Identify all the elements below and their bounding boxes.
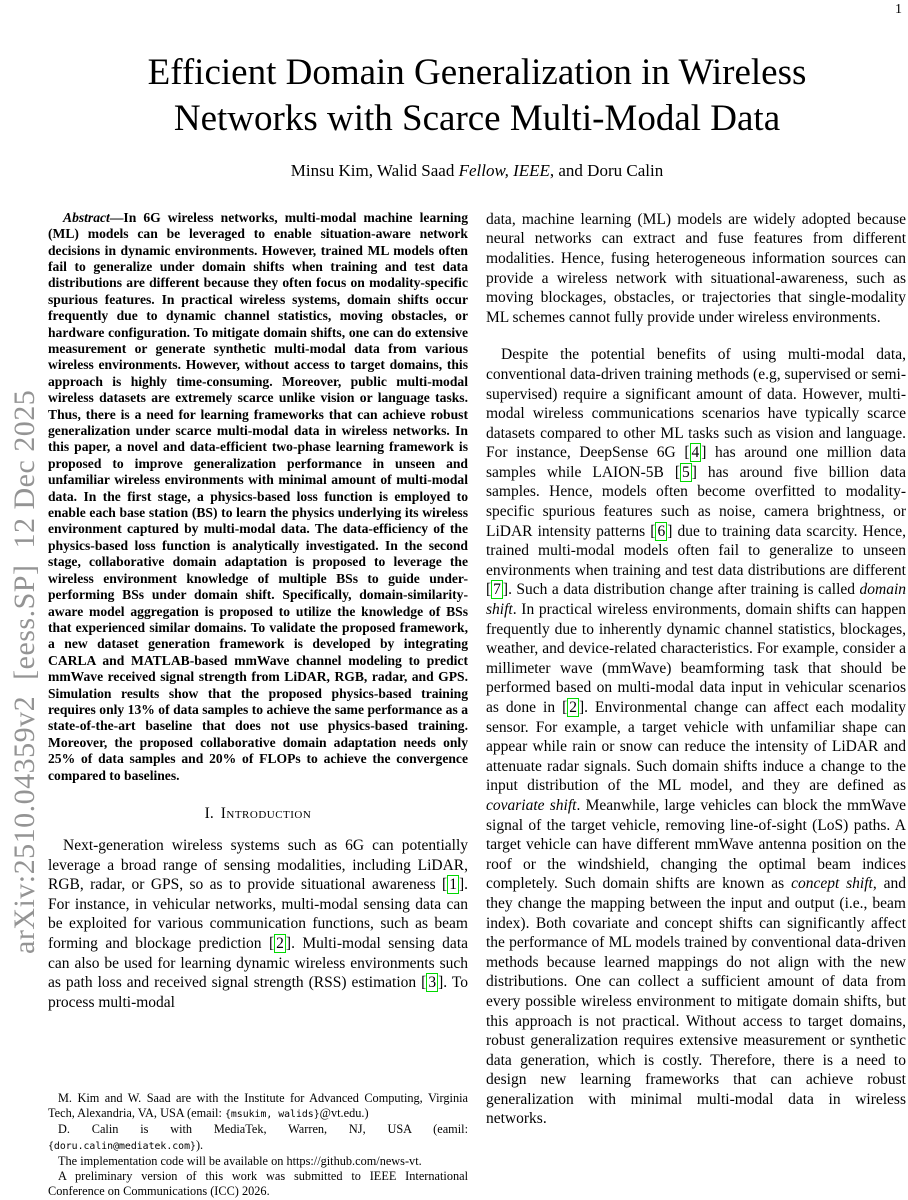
text-segment: , and Doru Calin xyxy=(549,160,664,180)
text-segment: D. Calin is with MediaTek, Warren, NJ, USA (eamil: xyxy=(58,1122,468,1137)
text-segment: Minsu Kim, Walid Saad xyxy=(290,160,459,180)
text-segment: A preliminary version of this work was submitted to IEEE International Conference on Communications (ICC) 2026. xyxy=(48,1169,468,1199)
text-segment: due to training data scarcity. Hence, trained multi-modal models often fail to generalize to unseen environments when training and test data distributions are different xyxy=(486,522,906,579)
text-segment: . In practical wireless environments, domain shifts can happen frequently due to inherently dynamic channel statistics, blockages, weather, and device-related characteristics. For example, consider a millimeter wave (mmWave) beamforming task that should be performed based on multi-modal data input in vehicular scenarios as done in xyxy=(486,601,906,716)
citation-ref-5[interactable]: 5 xyxy=(682,463,690,481)
left-column xyxy=(48,210,468,1200)
citation-ref-6[interactable]: 6 xyxy=(657,522,666,540)
text-segment: . Multi-modal sensing data can also be used for learning dynamic wireless environments such as path loss and received signal strength (RSS) estimation xyxy=(48,934,468,992)
two-column-body xyxy=(48,210,906,1200)
text-segment: {msukim, walids} xyxy=(224,1108,320,1120)
text-segment: . Meanwhile, large vehicles can block the mmWave signal of the target vehicle, removing line-of-sight (LoS) paths. A target vehicle can have different mmWave antenna position on the roof or the windshield, changing the optimal beam indices completely. Such domain shifts are known as xyxy=(486,796,906,893)
paper-content xyxy=(48,0,906,1200)
text-segment: M. Kim and W. Saad are with the Institute for Advanced Computing, Virginia Tech, Alexandria, VA, USA (email: xyxy=(48,1090,468,1120)
section-number: I. xyxy=(204,804,214,822)
intro-paragraph-1-continued xyxy=(486,210,906,328)
text-segment: . Environmental change can affect each modality sensor. For example, a target vehicle with unfamiliar shape can appear while rain or snow can reduce the intensity of LiDAR and attenuate radar signals. Such domain shifts induce a change to the input distribution of the ML model, and they are defined as xyxy=(486,699,906,795)
right-column xyxy=(486,210,906,1200)
citation-ref-2[interactable]: 2 xyxy=(569,699,577,716)
section-title: Introduction xyxy=(220,804,312,822)
paper-title xyxy=(48,50,906,142)
footnote-affiliation-calin xyxy=(48,1122,468,1154)
title-line-2: Networks with Scarce Multi-Modal Data xyxy=(173,97,781,139)
footnote-affiliation-kim-saad xyxy=(48,1091,468,1123)
authors-line xyxy=(48,161,906,181)
text-segment: Despite the potential benefits of using multi-modal data, conventional data-driven training methods (e.g, supervised or semi-supervised) require a significant amount of data. However, multi-modal wireless communications scenarios have typically scarce datasets compared to other ML tasks such as vision and language. For instance, DeepSense 6G xyxy=(486,346,906,462)
footnotes-block xyxy=(48,1091,468,1200)
text-segment: Fellow, IEEE xyxy=(458,160,550,180)
citation-ref-4[interactable]: 4 xyxy=(691,444,700,462)
text-segment: has around one million data samples while LAION-5B xyxy=(486,444,906,481)
intro-paragraph-1: Next-generation wireless systems such as 6G can potentially leverage a broad range of sensing modalities, including LiDAR, RGB, radar, or GPS, so as to provide situational awareness [ 1 ]. For instance, in vehicular networks, multi-modal sensing data can be exploited for various communication functions, such as beam forming and blockage prediction [ 2 ]. Multi-modal sensing data can also be used for learning dynamic wireless environments such as path loss and received signal strength (RSS) estimation [ 3 ]. To process multi-modal xyxy=(48,836,468,1011)
abstract-paragraph xyxy=(48,210,468,784)
text-segment: . To process multi-modal xyxy=(48,974,468,1011)
text-segment: , and they change the mapping between the input and output (i.e., beam index). Both covariate and concept shifts can significantly affect the performance of ML models trained by conventional data-driven methods because learned mappings do not align with the new distributions. One can collect a sufficient amount of data from every possible wireless environment to mitigate domain shifts, but this approach is not practical. Without access to target domains, robust generalization requires extensive measurement or synthetic data generation, which is costly. Therefore, there is a need to design new learning frameworks that can achieve robust generalization with minimal multi-modal data in wireless networks. xyxy=(486,875,906,1128)
citation-ref-3[interactable]: 3 xyxy=(428,974,437,992)
intro-paragraph-2: Despite the potential benefits of using multi-modal data, conventional data-driven training methods (e.g, supervised or semi-supervised) require a significant amount of data. However, multi-modal wireless communications scenarios have typically scarce datasets compared to other ML tasks such as vision and language. For instance, DeepSense 6G [ 4 ] has around one million data samples while LAION-5B [ 5 ] has around five billion data samples. Hence, models often become overfitted to modality-specific spurious features such as noise, camera brightness, or LiDAR intensity patterns [ 6 ] due to training data scarcity. Hence, trained multi-modal models often fail to generalize to unseen environments when training and test data distributions are different [ 7 ]. Such a data distribution change after training is called domain shift. In practical wireless environments, domain shifts can happen frequently due to inherently dynamic channel statistics, blockages, weather, and device-related characteristics. For example, consider a millimeter wave (mmWave) beamforming task that should be performed based on multi-modal data input in vehicular scenarios as done in [ 2 ]. Environmental change can affect each modality sensor. For example, a target vehicle with unfamiliar shape can appear while rain or snow can reduce the intensity of LiDAR and attenuate radar signals. Such domain shifts induce a change to the input distribution of the ML model, and they are defined as covariate shift. Meanwhile, large vehicles can block the mmWave signal of the target vehicle, removing line-of-sight (LoS) paths. A target vehicle can have different mmWave antenna position on the roof or the windshield, changing the optimal beam indices completely. Such domain shifts are known as concept shift, and they change the mapping between the input and output (i.e., beam index). Both covariate and concept shifts can significantly affect the performance of ML models trained by conventional data-driven methods because learned mappings do not align with the new distributions. One can collect a sufficient amount of data from every possible wireless environment to mitigate domain shifts, but this approach is not practical. Without access to target domains, robust generalization requires extensive measurement or synthetic data generation, which is costly. Therefore, there is a need to design new learning frameworks that can achieve robust generalization with minimal multi-modal data in wireless networks. xyxy=(486,346,906,1128)
text-segment: —In 6G wireless networks, multi-modal machine learning (ML) models can be leveraged to enable situation-aware network decisions in dynamic environments. However, trained ML models often fail to generalize under domain shifts when training and test data distributions are different because they often focus on modality-specific spurious features. In practical wireless systems, domain shifts occur frequently due to dynamic channel statistics, moving obstacles, or hardware configuration. To mitigate domain shifts, one can do extensive measurement or generate synthetic multi-modal data from various wireless environments. However, without access to target domains, this approach is highly time-consuming. Moreover, public multi-modal wireless datasets are extremely scarce unlike vision or language tasks. Thus, there is a need for learning frameworks that can achieve robust generalization under scarce multi-modal data in wireless networks. In this paper, a novel and data-efficient two-phase learning framework is proposed to improve generalization performance in unseen and unfamiliar wireless environments with minimal amount of multi-modal data. In the first stage, a physics-based loss function is employed to enable each base station (BS) to learn the physics underlying its wireless environment captured by multi-modal data. The data-efficiency of the physics-based loss function is analytically investigated. In the second stage, collaborative domain adaptation is proposed to leverage the wireless environment knowledge of multiple BSs to guide under-performing BSs under domain shift. Specifically, domain-similarity-aware model aggregation is proposed to utilize the knowledge of BSs that experienced similar domains. To validate the proposed framework, a new dataset generation framework is developed by integrating CARLA and MATLAB-based mmWave channel modeling to predict mmWave received signal strength from LiDAR, RGB, radar, and GPS. Simulation results show that the proposed physics-based training requires only 13% of data samples to achieve the same performance as a state-of-the-art baseline that does not use physics-based training. Moreover, the proposed collaborative domain adaptation needs only 25% of data samples and 20% of FLOPs to achieve the convergence compared to baselines. xyxy=(48,209,468,783)
section-heading-introduction xyxy=(48,805,468,823)
text-segment: covariate shift xyxy=(486,796,577,814)
footnote-preliminary-version xyxy=(48,1169,468,1200)
text-segment: has around five billion data samples. Hence, models often become overfitted to modality-specific spurious features such as noise, camera brightness, or LiDAR intensity patterns xyxy=(486,463,906,540)
text-segment: {doru.calin@mediatek.com} xyxy=(48,1140,196,1152)
arxiv-banner: arXiv:2510.04359v2 [eess.SP] 12 Dec 2025 xyxy=(8,389,41,954)
text-segment: The implementation code will be available on https://github.com/news-vt. xyxy=(58,1153,422,1168)
footnote-code-availability xyxy=(48,1154,468,1169)
text-segment: @vt.edu.) xyxy=(319,1105,369,1120)
citation-ref-7[interactable]: 7 xyxy=(493,581,501,599)
text-segment: Next-generation wireless systems such as 6G can potentially leverage a broad range of sensing modalities, including LiDAR, RGB, radar, or GPS, so as to provide situational awareness xyxy=(48,836,468,894)
text-segment: concept shift xyxy=(791,875,873,893)
text-segment: domain shift xyxy=(486,581,906,619)
title-line-1: Efficient Domain Generalization in Wireless xyxy=(147,52,807,93)
text-segment: . Such a data distribution change after training is called xyxy=(508,581,860,599)
citation-ref-2[interactable]: 2 xyxy=(276,934,284,952)
citation-ref-1[interactable]: 1 xyxy=(449,876,457,894)
text-segment: Abstract xyxy=(63,209,110,225)
text-segment: . For instance, in vehicular networks, multi-modal sensing data can be exploited for various communication functions, such as beam forming and blockage prediction xyxy=(48,876,468,952)
text-segment: ). xyxy=(195,1137,204,1152)
page-number: 1 xyxy=(895,2,902,17)
text-segment: data, machine learning (ML) models are widely adopted because neural networks can extract and fuse features from different modalities. Hence, fusing heterogeneous information sources can provide a wireless network with situational-awareness, such as moving blockages, obstacles, or trajectories that single-modality ML schemes cannot fully provide under wireless environments. xyxy=(486,210,906,326)
